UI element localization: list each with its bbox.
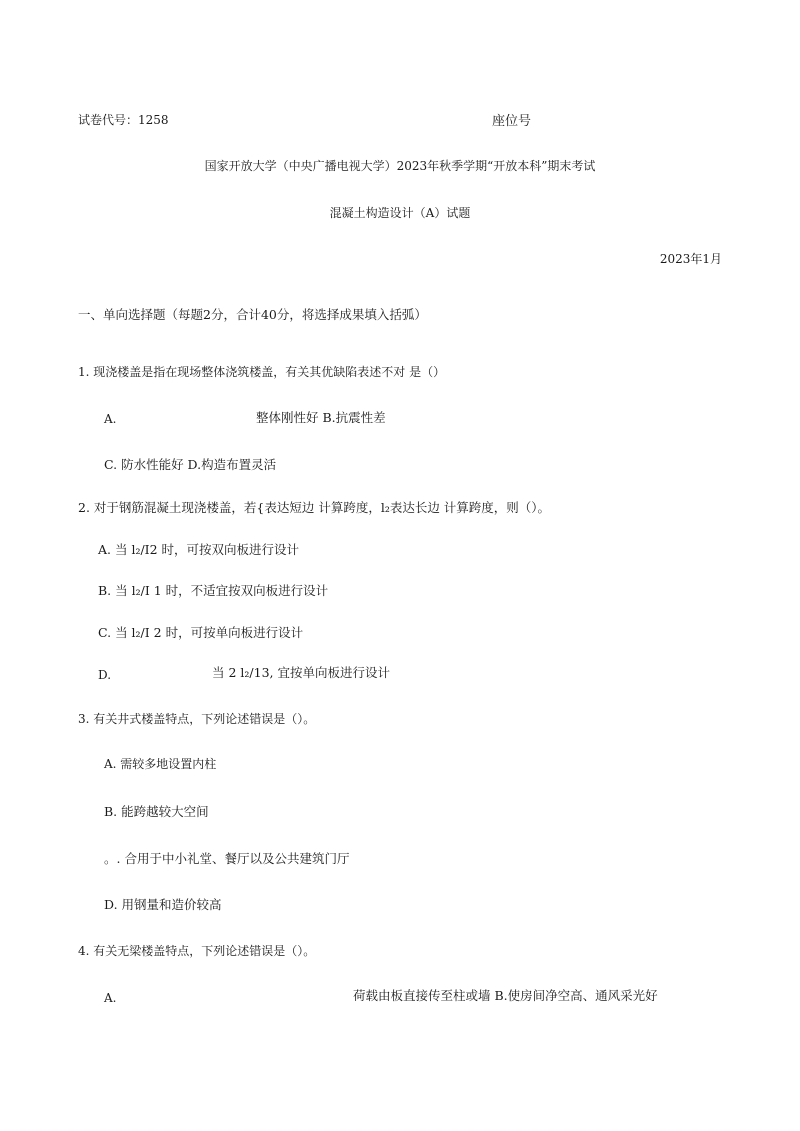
exam-title: 国家开放大学（中央广播电视大学）2023年秋季学期“开放本科”期末考试 bbox=[204, 159, 596, 173]
option-text: B. 当 l₂/I 1 时，不适宜按双向板进行设计 bbox=[98, 583, 329, 598]
exam-date: 2023年1月 bbox=[659, 252, 722, 266]
option-letter: A. bbox=[104, 412, 117, 426]
question-stem-2: 2. 对于钢筋混凝土现浇楼盖，若{表达短边 计算跨度，l₂表达长边 计算跨度，则（）。 bbox=[78, 500, 551, 515]
question-stem-3: 3. 有关井式楼盖特点，下列论述错误是（）。 bbox=[78, 712, 316, 726]
option-text: C. 当 l₂/I 2 时，可按单向板进行设计 bbox=[98, 625, 304, 640]
paper-code: 试卷代号：1258 bbox=[78, 113, 169, 127]
question-stem-4: 4. 有关无梁楼盖特点，下列论述错误是（）。 bbox=[78, 944, 316, 958]
course-title: 混凝土构造设计（A）试题 bbox=[329, 206, 471, 220]
option-text: C. 防水性能好 D.构造布置灵活 bbox=[104, 457, 277, 472]
option-text: D. 用钢量和造价较高 bbox=[104, 897, 222, 912]
seat-label: 座位号 bbox=[492, 114, 532, 129]
option-text: 。. 合用于中小礼堂、餐厅以及公共建筑门厅 bbox=[104, 851, 350, 866]
option-letter: A. bbox=[104, 991, 117, 1005]
option-text: A. 当 l₂/I2 时，可按双向板进行设计 bbox=[98, 542, 300, 557]
section-title: 一、单向选择题（每题2分，合计40分，将选择成果填入括弧） bbox=[78, 307, 427, 322]
option-text: 当 2 l₂/13, 宜按单向板进行设计 bbox=[212, 665, 390, 680]
question-stem-1: 1. 现浇楼盖是指在现场整体浇筑楼盖，有关其优缺陷表述不对 是（） bbox=[78, 365, 446, 379]
option-text: A. 需较多地设置内柱 bbox=[104, 757, 217, 771]
option-text: 整体刚性好 B.抗震性差 bbox=[256, 410, 386, 425]
option-text: B. 能跨越较大空间 bbox=[104, 804, 209, 819]
option-text: 荷载由板直接传至柱或墙 B.使房间净空高、通风采光好 bbox=[353, 988, 658, 1003]
option-letter: D. bbox=[98, 668, 112, 682]
